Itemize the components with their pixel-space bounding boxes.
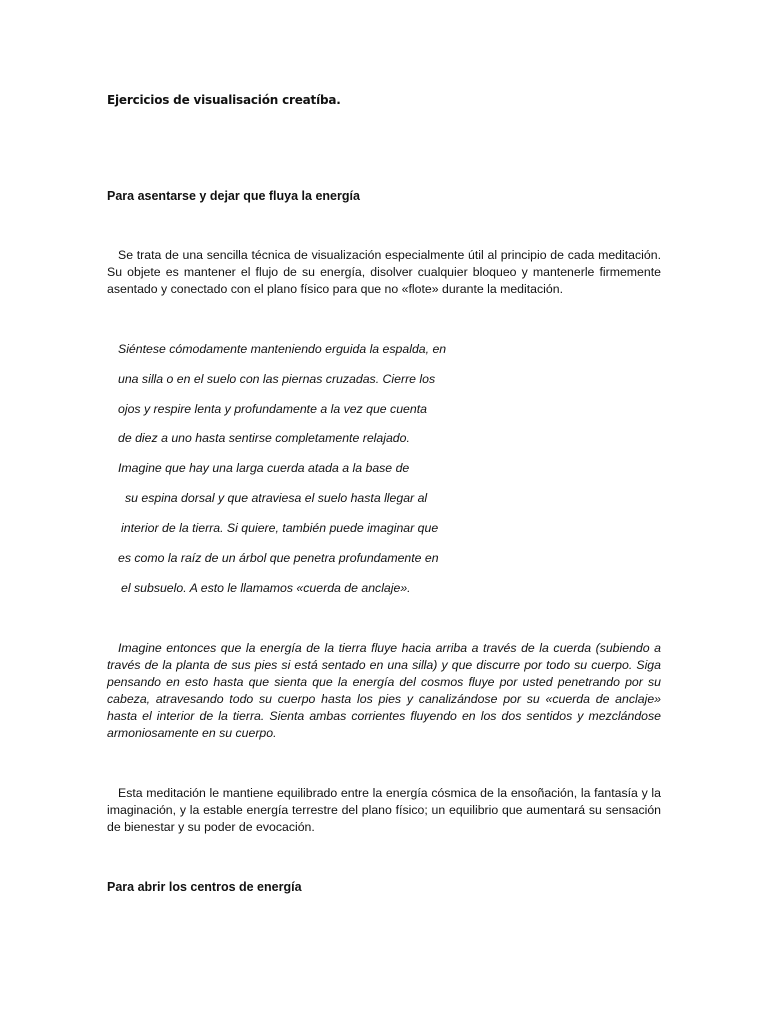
document-title: Ejercicios de visualisación creatíba. <box>107 93 341 107</box>
italic-paragraph: Imagine entonces que la energía de la tierra fluye hacia arriba a través de la cuerda (subiendo a través de la planta de sus pies si está sentado en una silla) y que discurre por todo su cuerpo. Siga pensando en esto hasta que sienta que la energía del cosmos fluye por usted penetrando por su cabeza, atravesando todo su cuerpo hasta los pies y canalizándose por su «cuerda de anclaje» hasta el interior de la tierra. Sienta ambas corrientes fluyendo en los dos sentidos y mezclándose armoniosamente en su cuerpo. <box>107 641 661 740</box>
verse-line: su espina dorsal y que atraviesa el suelo hasta llegar al <box>125 491 428 505</box>
verse-line: de diez a uno hasta sentirse completamente relajado. <box>118 431 410 445</box>
verse-line: ojos y respire lenta y profundamente a la vez que cuenta <box>118 402 427 416</box>
verse-line: interior de la tierra. Si quiere, también puede imaginar que <box>121 521 439 535</box>
verse-line: el subsuelo. A esto le llamamos «cuerda de anclaje». <box>121 581 411 595</box>
verse-line: Imagine que hay una larga cuerda atada a la base de <box>118 461 410 475</box>
verse-line: es como la raíz de un árbol que penetra profundamente en <box>118 551 439 565</box>
verse-line: una silla o en el suelo con las piernas cruzadas. Cierre los <box>118 372 436 386</box>
section-heading-energy-centers: Para abrir los centros de energía <box>107 880 302 894</box>
verse-line: Siéntese cómodamente manteniendo erguida la espalda, en <box>118 342 447 356</box>
intro-paragraph: Se trata de una sencilla técnica de visualización especialmente útil al principio de cada meditación. Su objete es mantener el flujo de su energía, disolver cualquier bloqueo y mantenerle firmemente asentado y conectado con el plano físico para que no «flote» durante la meditación. <box>107 248 661 296</box>
section-heading-grounding: Para asentarse y dejar que fluya la energía <box>107 189 360 203</box>
closing-paragraph: Esta meditación le mantiene equilibrado entre la energía cósmica de la ensoñación, la fantasía y la imaginación, y la estable energía terrestre del plano físico; un equilibrio que aumentará su sensación de bienestar y su poder de evocación. <box>107 786 661 834</box>
